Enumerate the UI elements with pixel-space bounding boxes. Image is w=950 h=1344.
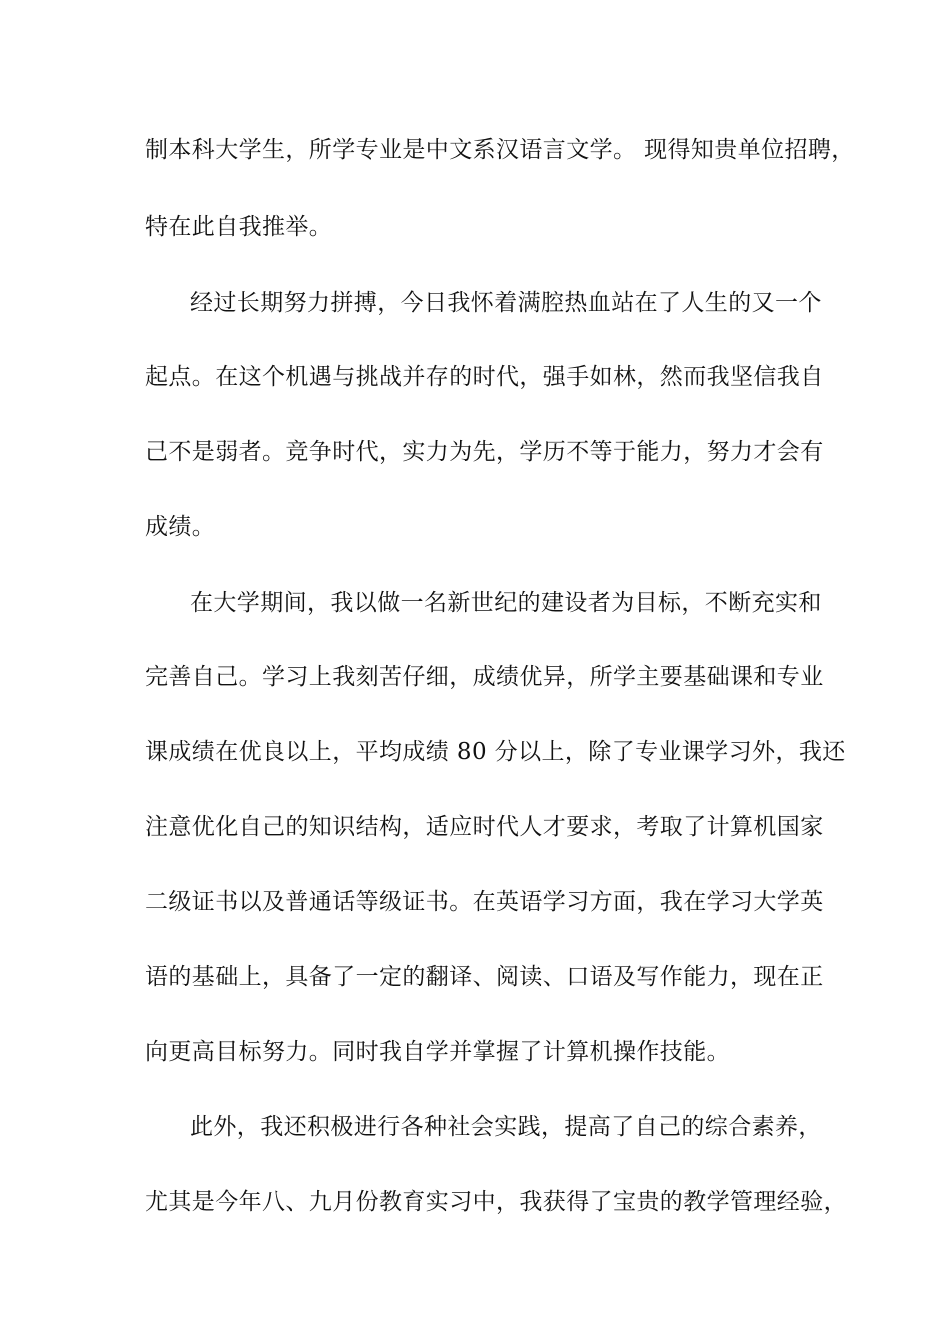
text-line: 二级证书以及普通话等级证书。在英语学习方面，我在学习大学英	[145, 889, 824, 915]
text-line: 己不是弱者。竞争时代，实力为先，学历不等于能力，努力才会有	[145, 439, 824, 465]
text-line: 成绩。	[145, 514, 216, 540]
text-line: 制本科大学生，所学专业是中文系汉语言文学。 现得知贵单位招聘，	[145, 137, 855, 163]
text-line: 注意优化自己的知识结构，适应时代人才要求，考取了计算机国家	[145, 814, 824, 840]
text-line: 向更高目标努力。同时我自学并掌握了计算机操作技能。	[145, 1039, 730, 1065]
text-line: 起点。在这个机遇与挑战并存的时代，强手如林，然而我坚信我自	[145, 364, 824, 390]
paragraph-start-line: 经过长期努力拼搏，今日我怀着满腔热血站在了人生的又一个	[190, 290, 822, 316]
paragraph-start-line: 此外，我还积极进行各种社会实践，提高了自己的综合素养，	[190, 1114, 822, 1140]
text-line: 课成绩在优良以上，平均成绩 80 分以上，除了专业课学习外，我还	[145, 739, 846, 765]
text-line: 尤其是今年八、九月份教育实习中，我获得了宝贵的教学管理经验，	[145, 1189, 847, 1215]
text-line: 特在此自我推举。	[145, 214, 333, 240]
paragraph-start-line: 在大学期间，我以做一名新世纪的建设者为目标，不断充实和	[190, 590, 822, 616]
text-line: 语的基础上，具备了一定的翻译、阅读、口语及写作能力，现在正	[145, 964, 824, 990]
text-line: 完善自己。学习上我刻苦仔细，成绩优异，所学主要基础课和专业	[145, 664, 824, 690]
